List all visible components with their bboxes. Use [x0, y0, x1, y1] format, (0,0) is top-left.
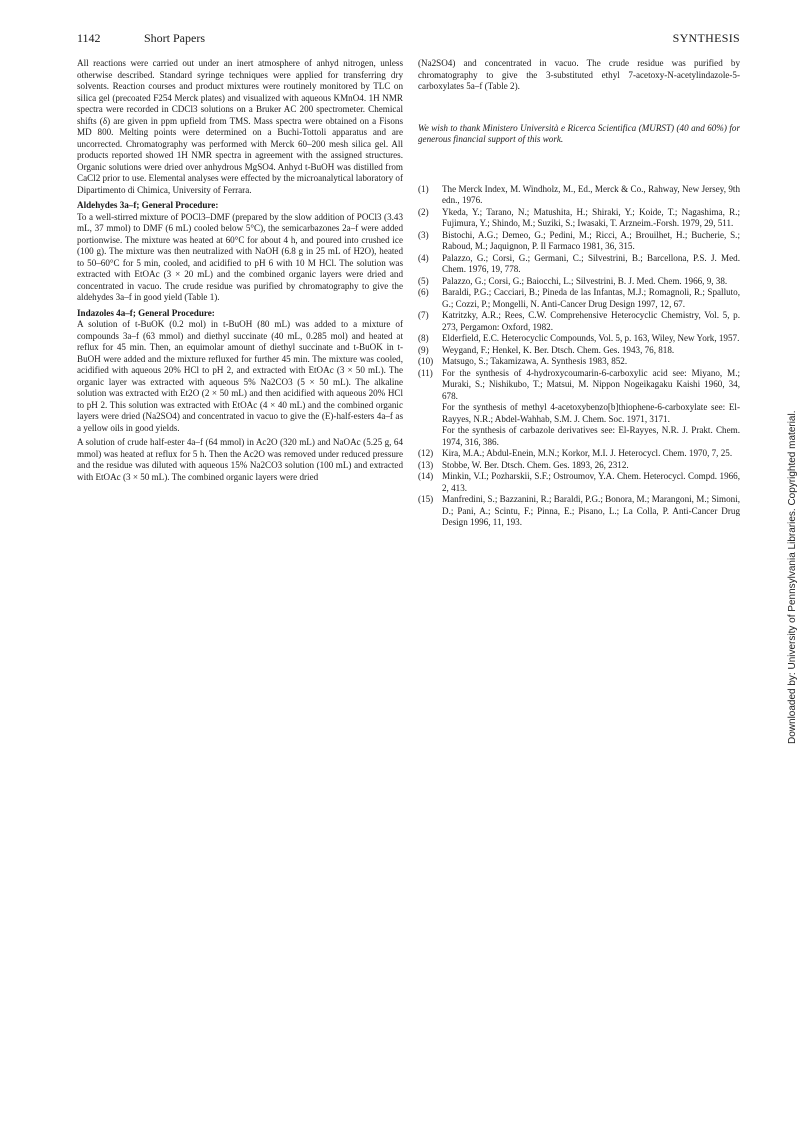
reference-text: Palazzo, G.; Corsi, G.; Baiocchi, L.; Silvestrini, B. J. Med. Chem. 1966, 9, 38. [442, 275, 728, 286]
reference-item [418, 310, 740, 333]
download-watermark: Downloaded by: University of Pennsylvania Libraries. Copyrighted material. [787, 410, 798, 744]
left-column [77, 58, 403, 483]
reference-text: Elderfield, E.C. Heterocyclic Compounds, Vol. 5, p. 163, Wiley, New York, 1957. [442, 333, 740, 343]
reference-item [418, 287, 740, 310]
reference-text: Katritzky, A.R.; Rees, C.W. Comprehensive Heterocyclic Chemistry, Vol. 5, p. 273, Pergamon: Oxford, 1982. [442, 310, 740, 332]
right-column [418, 58, 740, 529]
reference-text [442, 368, 740, 449]
reference-item [418, 230, 740, 253]
reference-number: (2) [418, 206, 429, 217]
reference-text-part: For the synthesis of methyl 4-acetoxybenzo[b]thiophene-6-carboxylate see: El-Rayyes, N.R.; Abdel-Wahhab, S.M. J. Chem. Soc. 1971, 3171. [442, 402, 740, 424]
reference-number: (12) [418, 448, 434, 458]
reference-text-part: For the synthesis of 4-hydroxycoumarin-6-carboxylic acid see: Miyano, M.; Muraki, S.; Nishikubo, T.; Matsui, M. Nippon Nogeikagaku Kaishi 1960, 34, 678. [442, 367, 740, 401]
reference-text: Matsugo, S.; Takamizawa, A. Synthesis 1983, 852. [442, 356, 628, 366]
page-header [77, 31, 740, 47]
page-number: 1142 [77, 31, 101, 45]
reference-list [418, 184, 740, 529]
acknowledgement: We wish to thank Ministero Università e Ricerca Scientifica (MURST) (40 and 60%) for generous financial support of this work. [418, 122, 740, 144]
reference-item [418, 494, 740, 529]
reference-text-part: For the synthesis of carbazole derivatives see: El-Rayyes, N.R. J. Prakt. Chem. 1974, 316, 386. [442, 425, 740, 447]
section-title: Short Papers [144, 31, 205, 45]
reference-number: (9) [418, 344, 429, 355]
reference-text: Kira, M.A.; Abdul-Enein, M.N.; Korkor, M.I. J. Heterocycl. Chem. 1970, 7, 25. [442, 448, 733, 458]
reference-number: (3) [418, 229, 429, 240]
reference-text: Minkin, V.I.; Pozharskii, S.F.; Ostroumov, Y.A. Chem. Heterocycl. Compd. 1966, 2, 413. [442, 471, 740, 493]
reference-item [418, 207, 740, 230]
half-ester-procedure: A solution of crude half-ester 4a–f (64 mmol) in Ac2O (320 mL) and NaOAc (5.25 g, 64 mmol) was heated at reflux for 5 h. Then the Ac2O was removed under reduced pressure and the residue was diluted with aqueous 15% Na2CO3 solution (100 mL) and extracted with EtOAc (3 × 50 mL). The combined organic layers were dried [77, 437, 403, 482]
reference-text: Weygand, F.; Henkel, K. Ber. Dtsch. Chem. Ges. 1943, 76, 818. [442, 344, 675, 355]
reference-item [418, 184, 740, 207]
reference-item [418, 368, 740, 449]
reference-text: The Merck Index, M. Windholz, M., Ed., Merck & Co., Rahway, New Jersey, 9th edn., 1976. [442, 183, 740, 205]
reference-text: Bistochi, A.G.; Demeo, G.; Pedini, M.; Ricci, A.; Brouilhet, H.; Bucherie, S.; Raboud, M.; Jaquignon, P. Il Farmaco 1981, 36, 315. [442, 229, 740, 251]
reference-number: (4) [418, 252, 429, 263]
reference-item [418, 356, 740, 368]
reference-item [418, 276, 740, 288]
continued-paragraph: (Na2SO4) and concentrated in vacuo. The crude residue was purified by chromatography to give the 3-substituted ethyl 7-acetoxy-N-acetylindazole-5-carboxylates 5a–f (Table 2). [418, 58, 740, 91]
aldehydes-procedure: To a well-stirred mixture of POCl3–DMF (prepared by the slow addition of POCl3 (3.43 mL, 37 mmol) to DMF (6 mL) cooled below 5°C), the semicarbazones 2a–f were added portionwise. The mixture was heated at 60°C for about 4 h, and poured into crushed ice (100 g). The mixture was then neutralized with NaOH (6.8 g in 25 mL of H2O), heated to 50–60°C for 5 min, cooled, and acidified to pH 6 with 10 M HCl. The solution was extracted with EtOAc (3 × 20 mL) and the combined organic layers were dried and concentrated in vacuo. The crude residue was purified by chromatography to give the aldehydes 3a–f in good yield (Table 1). [77, 211, 403, 302]
reference-number: (15) [418, 494, 434, 504]
reference-text: Manfredini, S.; Bazzanini, R.; Baraldi, P.G.; Bonora, M.; Marangoni, M.; Simoni, D.; Pani, A.; Scintu, F.; Pinna, E.; Pisano, L.; La Colla, P. Anti-Cancer Drug Design 1996, 11, 193. [442, 494, 740, 527]
reference-item [418, 448, 740, 460]
reference-number: (14) [418, 471, 434, 481]
reference-item [418, 460, 740, 472]
reference-number: (10) [418, 356, 434, 366]
reference-number: (13) [418, 459, 434, 470]
reference-number: (5) [418, 275, 429, 286]
reference-item [418, 471, 740, 494]
reference-number: (1) [418, 183, 429, 194]
indazoles-procedure: A solution of t-BuOK (0.2 mol) in t-BuOH (80 mL) was added to a mixture of compounds 3a–f (63 mmol) and diethyl succinate (40 mL, 0.285 mol) and heated at reflux for 45 min. Then, an equimolar amount of diethyl succinate and t-BuOK in t-BuOH were added and the mixture refluxed for further 45 min. The mixture was cooled, acidified with aqueous 20% HCl to pH 2, and extracted with EtOAc (3 × 50 mL). The organic layer was extracted with aqueous 5% Na2CO3 (5 × 50 mL). The alkaline solution was extracted with Et2O (2 × 50 mL) and then acidified with aqueous 20% HCl to pH 2. This solution was extracted with EtOAc (4 × 40 mL) and the combined organic layers were dried (Na2SO4) and concentrated in vacuo to give the (E)-half-esters 4a–f as a yellow oils in good yields. [77, 319, 403, 433]
reference-item [418, 345, 740, 357]
general-methods-paragraph: All reactions were carried out under an inert atmosphere of anhyd nitrogen, unless otherwise described. Standard syringe techniques were applied for transferring dry solvents. Reaction courses and product mixtures were routinely monitored by TLC on silica gel (precoated F254 Merck plates) and visualized with aqueous KMnO4. 1H NMR spectra were recorded in CDCl3 solutions on a Bruker AC 200 spectrometer. Chemical shifts (δ) are given in ppm upfield from TMS. Mass spectra were obtained on a Fisons MD 800. Melting points were determined on a Buchi-Tottoli apparatus and are uncorrected. Chromatography was performed with Merck 60–200 mesh silica gel. All products reported showed 1H NMR spectra in agreement with the assigned structures. Organic solutions were dried over anhydrous MgSO4. Anhyd t-BuOH was distilled from CaCl2 prior to use. Elemental analyses were effected by the microanalytical laboratory of Dipartimento di Chimica, University of Ferrara. [77, 58, 403, 195]
indazoles-heading: Indazoles 4a–f; General Procedure: [77, 307, 215, 318]
reference-item [418, 253, 740, 276]
journal-name: SYNTHESIS [672, 31, 740, 45]
reference-number: (11) [418, 367, 433, 378]
reference-text: Ykeda, Y.; Tarano, N.; Matushita, H.; Shiraki, Y.; Koide, T.; Nagashima, R.; Fujimura, Y.; Shindo, M.; Suziki, S.; Iwasaki, T. Arzneim.-Forsh. 1979, 29, 511. [442, 206, 740, 228]
reference-number: (7) [418, 310, 429, 320]
reference-text: Palazzo, G.; Corsi, G.; Germani, C.; Silvestrini, B.; Barcellona, P.S. J. Med. Chem. 1976, 19, 778. [442, 252, 740, 274]
reference-item [418, 333, 740, 345]
reference-text: Baraldi, P.G.; Cacciari, B.; Pineda de las Infantas, M.J.; Romagnoli, R.; Spalluto, G.; Cozzi, P.; Mongelli, N. Anti-Cancer Drug Design 1997, 12, 67. [442, 287, 740, 309]
reference-number: (8) [418, 333, 429, 343]
aldehydes-heading: Aldehydes 3a–f; General Procedure: [77, 200, 219, 210]
reference-text: Stobbe, W. Ber. Dtsch. Chem. Ges. 1893, 26, 2312. [442, 459, 629, 470]
reference-number: (6) [418, 287, 429, 297]
